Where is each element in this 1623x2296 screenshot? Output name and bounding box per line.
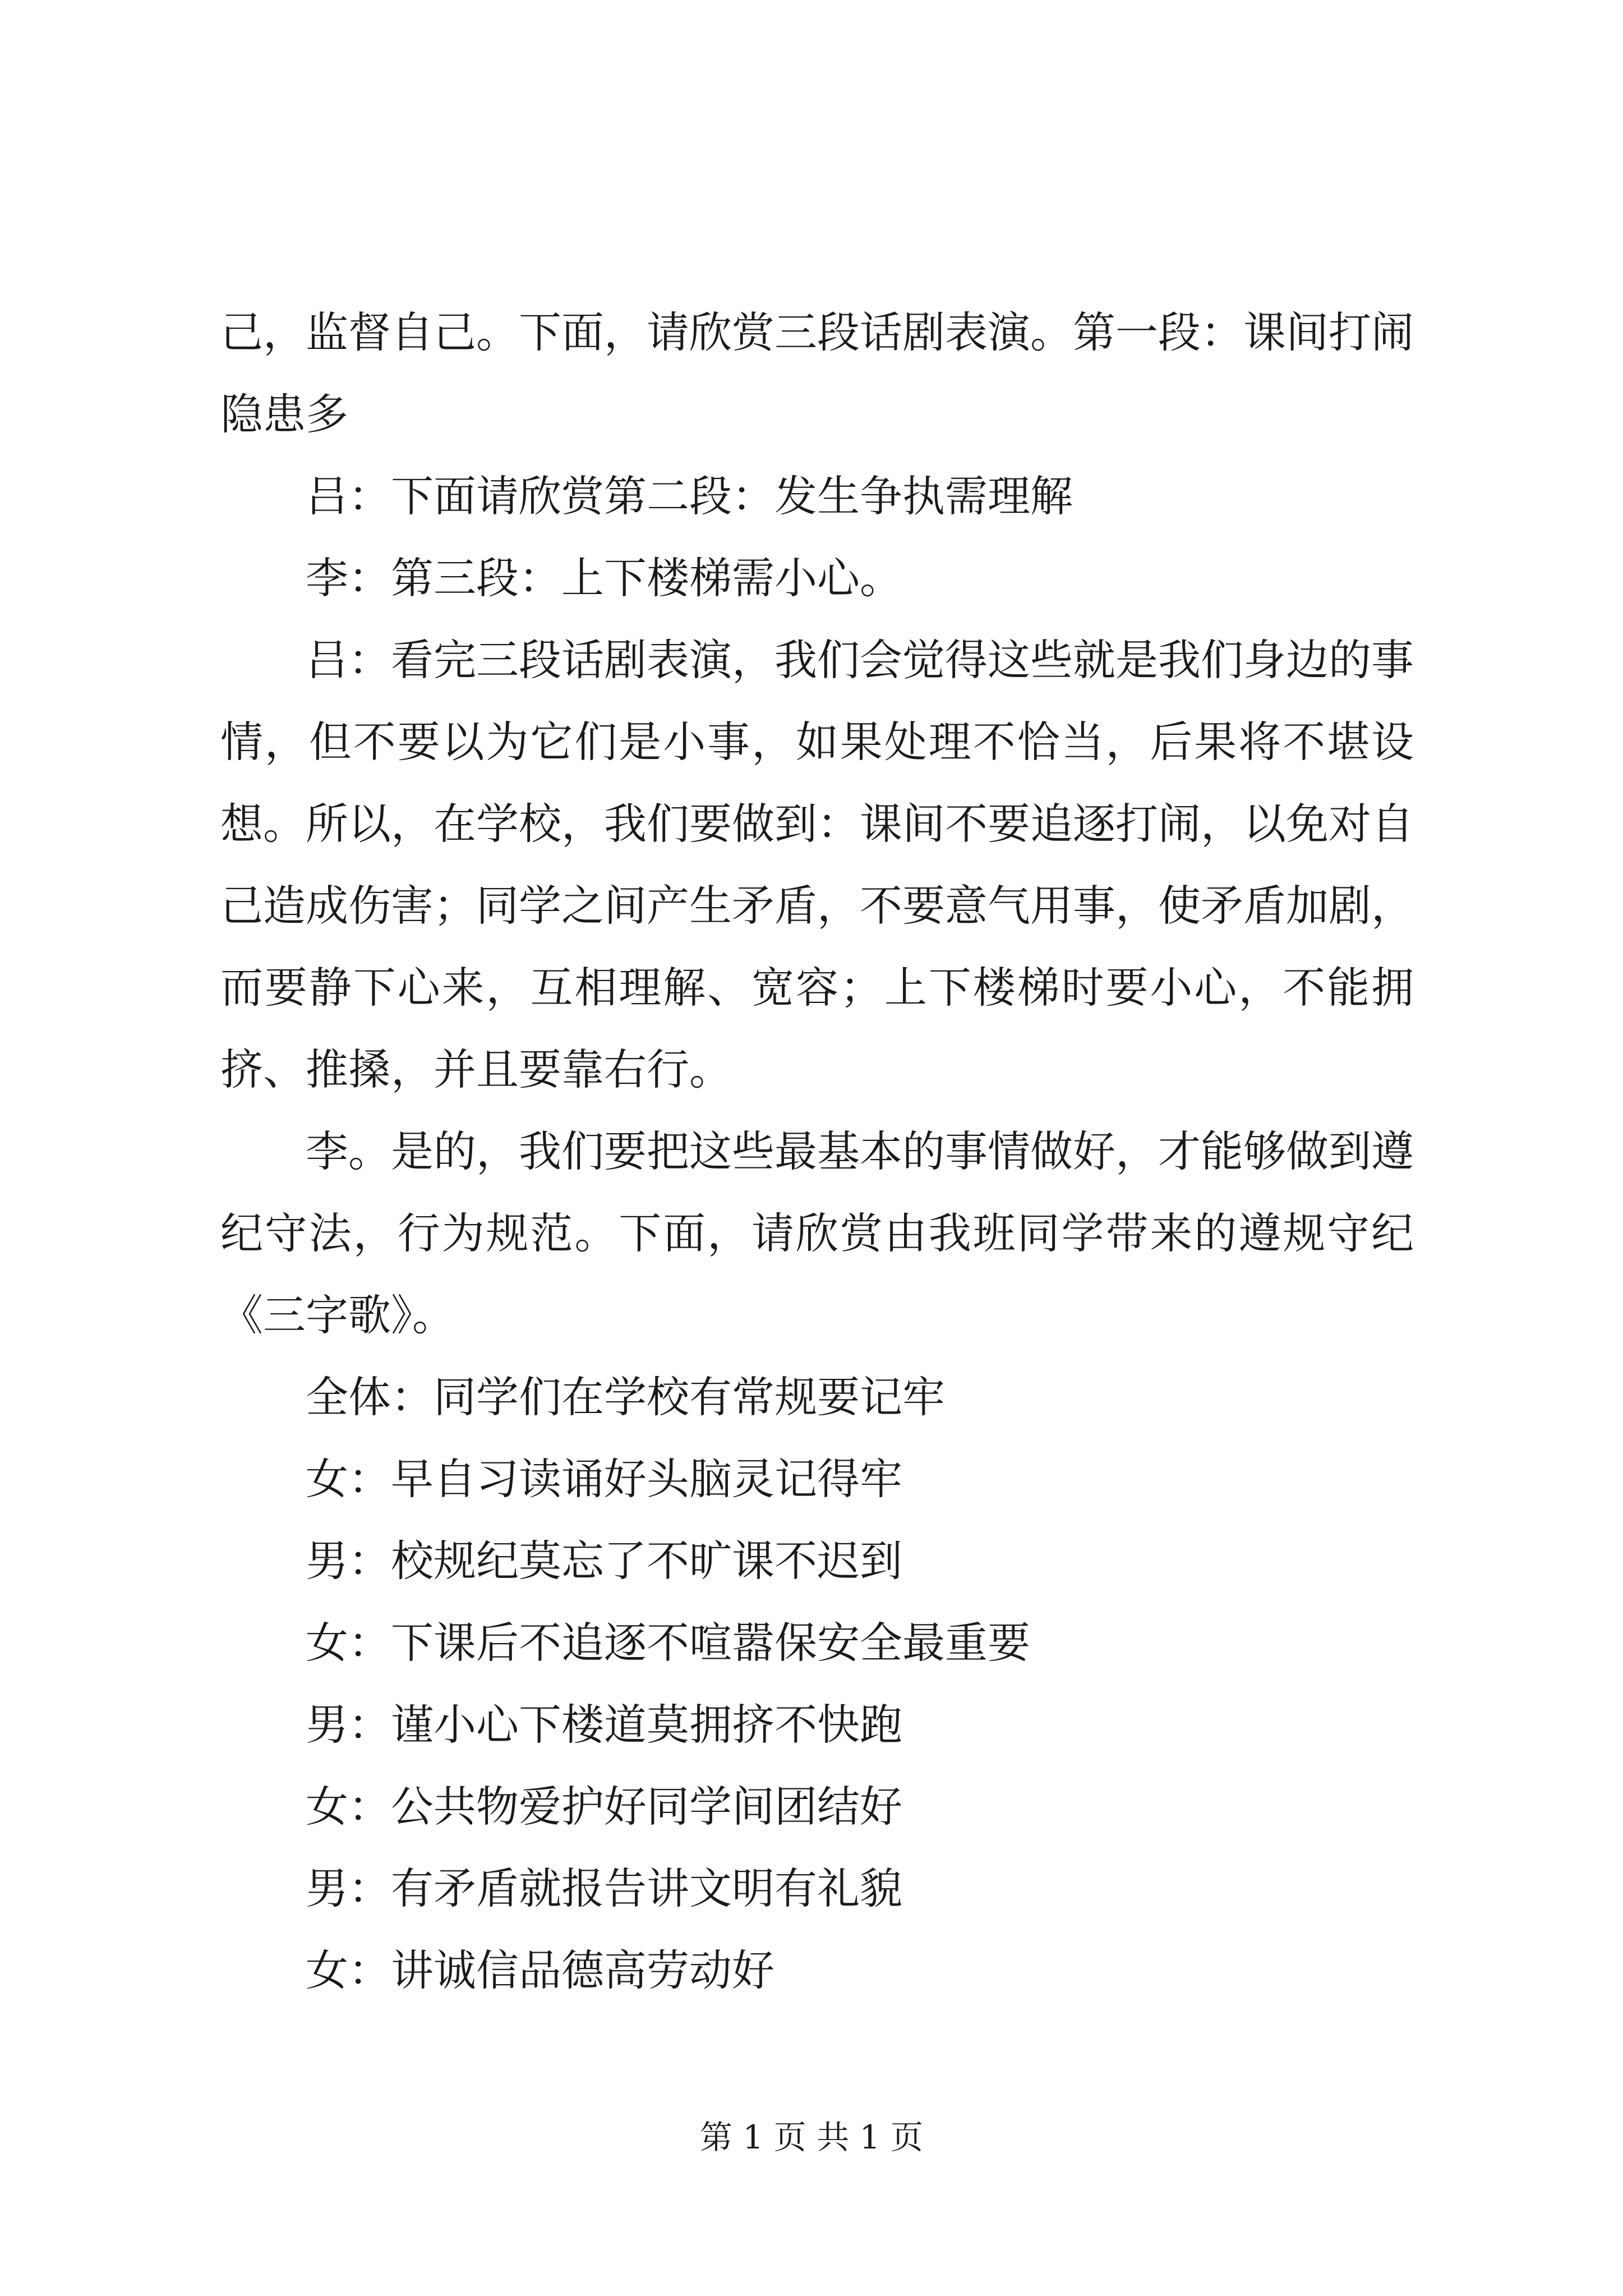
paragraph-lv-summary: 吕：看完三段话剧表演，我们会觉得这些就是我们身边的事情，但不要以为它们是小事，如果处理不恰当，后果将不堪设想。所以，在学校，我们要做到：课间不要追逐打闹，以免对自己造成伤害；同学之间产生矛盾，不要意气用事，使矛盾加剧，而要静下心来，互相理解、宽容；上下楼梯时要小心，不能拥挤、推搡，并且要靠右行。	[220, 635, 1414, 1094]
paragraph-lv-second-segment: 吕：下面请欣赏第二段：发生争执需理解	[306, 471, 1073, 521]
document-body	[220, 292, 1414, 2012]
song-line-female-4: 女：讲诚信品德高劳动好	[306, 1945, 774, 1995]
song-line-female-1: 女：早自习读诵好头脑灵记得牢	[306, 1454, 902, 1504]
song-line-male-3: 男：有矛盾就报告讲文明有礼貌	[306, 1864, 902, 1913]
paragraph-continuation: 己，监督自己。下面，请欣赏三段话剧表演。第一段：课间打闹隐患多	[220, 307, 1414, 439]
song-line-male-2: 男：谨小心下楼道莫拥挤不快跑	[306, 1700, 902, 1750]
song-line-female-2: 女：下课后不追逐不喧嚣保安全最重要	[306, 1618, 1030, 1668]
paragraph-li-third-segment: 李：第三段：上下楼梯需小心。	[306, 553, 902, 603]
song-line-female-3: 女：公共物爱护好同学间团结好	[306, 1782, 902, 1832]
song-line-all: 全体：同学们在学校有常规要记牢	[306, 1372, 945, 1422]
page-footer: 第 1 页 共 1 页	[700, 2118, 923, 2156]
song-line-male-1: 男：校规纪莫忘了不旷课不迟到	[306, 1536, 902, 1586]
paragraph-li-intro-song: 李。是的，我们要把这些最基本的事情做好，才能够做到遵纪守法，行为规范。下面，请欣赏由我班同学带来的遵规守纪《三字歌》。	[220, 1126, 1414, 1340]
